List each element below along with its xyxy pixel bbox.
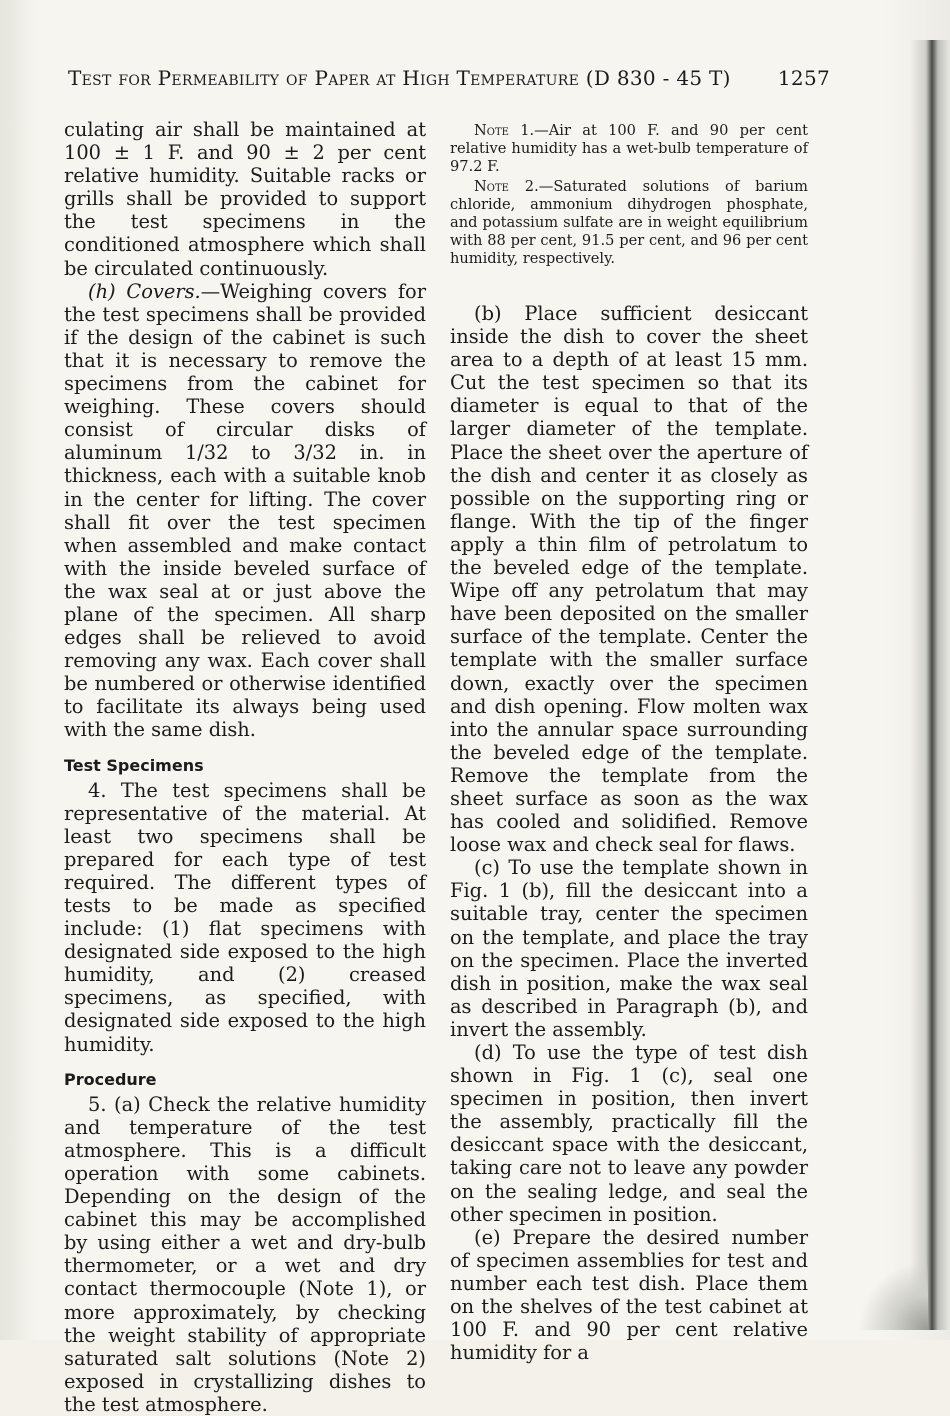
paragraph-procedure: 5. (a) Check the relative humidity and temperature of the test atmosphere. This is a difficult operation with some cabinets. Depending on the design of the cabinet this may be accomplished by using either a wet and dry-bulb thermometer, or a wet and dry contact thermocouple (Note 1), or more approximately, by checking the weight stability of appropriate saturated salt solutions (Note 2) exposed in crystallizing dishes to the test atmosphere. — [64, 1092, 426, 1416]
paragraph-intro: culating air shall be maintained at 100 ± 1 F. and 90 ± 2 per cent relative humidity. Suitable racks or grills shall be provided to support the test specimens in the conditioned atmosphere which shall be circulated continuously. — [64, 118, 426, 280]
left-column — [64, 118, 426, 1416]
covers-text: —Weighing covers for the test specimens shall be provided if the design of the cabinet is such that it is necessary to remove the specimens from the cabinet for weighing. These covers should consist of circular disks of aluminum 1/32 to 3/32 in. in thickness, each with a suitable knob in the center for lifting. The cover shall fit over the test specimen when assembled and make contact with the inside beveled surface of the wax seal at or just above the plane of the specimen. All sharp edges shall be relieved to avoid removing any wax. Each cover shall be numbered or otherwise identified to facilitate its always being used with the same dish. — [64, 279, 426, 742]
note-2-text: —Saturated solutions of barium chloride, ammonium dihydrogen phosphate, and potassium sulfate are in weight equilibrium with 88 per cent, 91.5 per cent, and 96 per cent humidity, respectively. — [450, 178, 808, 267]
note-2 — [450, 178, 808, 268]
paragraph-e: (e) Prepare the desired number of specimen assemblies for test and number each test dish. Place them on the shelves of the test cabinet at 100 F. and 90 per cent relative humidity for a — [450, 1225, 808, 1365]
heading-test-specimens: Test Specimens — [64, 755, 204, 775]
notes-block — [450, 122, 808, 268]
note-1-text: —Air at 100 F. and 90 per cent relative humidity has a wet-bulb temperature of 97.2 F. — [450, 122, 808, 175]
page-number: 1257 — [777, 66, 830, 90]
left-scan-shadow — [0, 0, 30, 1340]
binding-edge-shadow — [910, 40, 950, 1330]
covers-label: (h) Covers. — [88, 279, 201, 303]
heading-procedure: Procedure — [64, 1069, 157, 1089]
right-column — [450, 118, 808, 1364]
notes-spacer — [450, 268, 808, 302]
running-title: Test for Permeability of Paper at High Temperature (D 830 - 45 T) — [68, 66, 731, 90]
note-1-label: Note 1. — [474, 122, 535, 139]
page-corner-curl — [858, 1260, 928, 1330]
paragraph-d: (d) To use the type of test dish shown in Fig. 1 (c), seal one specimen in position, then invert the assembly, practically fill the desiccant space with the desiccant, taking care not to leave any powder on the sealing ledge, and seal the other specimen in position. — [450, 1041, 808, 1226]
paragraph-b: (b) Place sufficient desiccant inside the dish to cover the sheet area to a depth of at least 15 mm. Cut the test specimen so that its diameter is equal to that of the larger diameter of the template. Place the sheet over the aperture of the dish and center it as closely as possible on the supporting ring or flange. With the tip of the finger apply a thin film of petrolatum to the beveled edge of the template. Wipe off any petrolatum that may have been deposited on the smaller surface of the template. Center the template with the smaller surface down, exactly over the specimen and dish opening. Flow molten wax into the annular space surrounding the beveled edge of the template. Remove the template from the sheet surface as soon as the wax has cooled and solidified. Remove loose wax and check seal for flaws. — [450, 302, 808, 857]
paragraph-specimens: 4. The test specimens shall be representative of the material. At least two specimens shall be prepared for each type of test required. The different types of tests to be made as specified include: (1) flat specimens with designated side exposed to the high humidity, and (2) creased specimens, as specified, with designated side exposed to the high humidity. — [64, 778, 426, 1056]
running-head — [68, 66, 830, 90]
note-1 — [450, 122, 808, 176]
note-2-label: Note 2. — [474, 178, 539, 195]
paragraph-c: (c) To use the template shown in Fig. 1 (b), fill the desiccant into a suitable tray, center the specimen on the template, and place the tray on the specimen. Place the inverted dish in position, make the wax seal as described in Paragraph (b), and invert the assembly. — [450, 856, 808, 1041]
paragraph-covers — [64, 280, 426, 742]
